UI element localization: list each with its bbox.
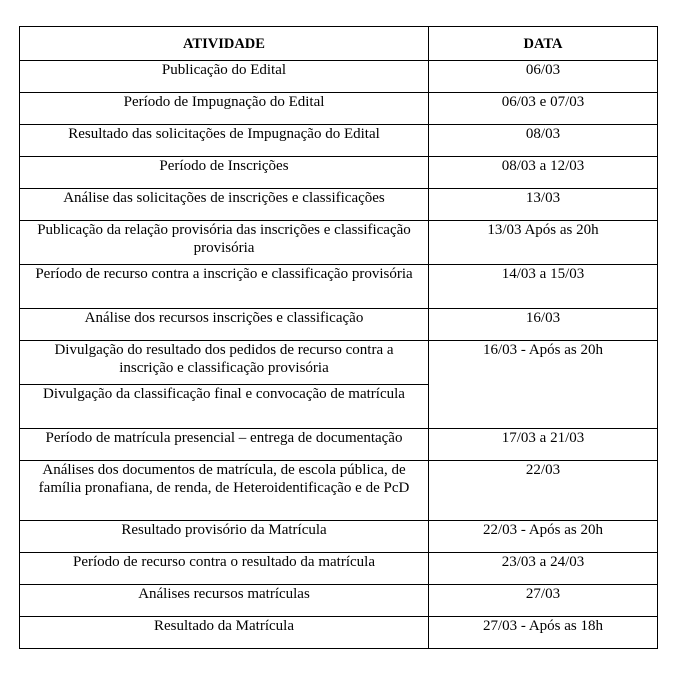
activity-cell: Período de recurso contra o resultado da matrícula (20, 553, 429, 585)
activity-cell: Publicação da relação provisória das inscrições e classificação provisória (20, 221, 429, 265)
date-cell: 22/03 (429, 461, 658, 521)
table-row (20, 61, 658, 93)
activity-cell: Resultado da Matrícula (20, 617, 429, 649)
table-row (20, 93, 658, 125)
table-row (20, 221, 658, 265)
activity-cell: Resultado provisório da Matrícula (20, 521, 429, 553)
date-cell: 08/03 (429, 125, 658, 157)
table-row (20, 189, 658, 221)
table-row (20, 429, 658, 461)
activity-cell: Publicação do Edital (20, 61, 429, 93)
date-cell: 06/03 (429, 61, 658, 93)
header-row (20, 27, 658, 61)
date-cell: 22/03 - Após as 20h (429, 521, 658, 553)
table-row (20, 585, 658, 617)
date-cell: 27/03 - Após as 18h (429, 617, 658, 649)
table-row (20, 461, 658, 521)
activity-cell: Período de recurso contra a inscrição e classificação provisória (20, 265, 429, 309)
activity-cell: Análise das solicitações de inscrições e classificações (20, 189, 429, 221)
date-cell: 06/03 e 07/03 (429, 93, 658, 125)
table-row (20, 341, 658, 385)
activity-cell: Resultado das solicitações de Impugnação do Edital (20, 125, 429, 157)
activity-cell: Análises dos documentos de matrícula, de escola pública, de família pronafiana, de renda, de Heteroidentificação e de PcD (20, 461, 429, 521)
activity-cell: Análise dos recursos inscrições e classificação (20, 309, 429, 341)
date-cell: 14/03 a 15/03 (429, 265, 658, 309)
header-date: DATA (429, 27, 658, 61)
activity-cell: Período de matrícula presencial – entrega de documentação (20, 429, 429, 461)
date-cell: 16/03 - Após as 20h (429, 341, 658, 429)
table-row (20, 157, 658, 189)
schedule-table (19, 26, 658, 649)
date-cell: 17/03 a 21/03 (429, 429, 658, 461)
table-row (20, 553, 658, 585)
date-cell: 27/03 (429, 585, 658, 617)
table-row (20, 125, 658, 157)
date-cell: 13/03 Após as 20h (429, 221, 658, 265)
date-cell: 08/03 a 12/03 (429, 157, 658, 189)
table-row (20, 617, 658, 649)
date-cell: 13/03 (429, 189, 658, 221)
activity-cell: Análises recursos matrículas (20, 585, 429, 617)
date-cell: 23/03 a 24/03 (429, 553, 658, 585)
activity-cell: Divulgação do resultado dos pedidos de recurso contra a inscrição e classificação provisória (20, 341, 429, 385)
date-cell: 16/03 (429, 309, 658, 341)
table-row (20, 521, 658, 553)
header-activity: ATIVIDADE (20, 27, 429, 61)
activity-cell: Divulgação da classificação final e convocação de matrícula (20, 385, 429, 429)
activity-cell: Período de Impugnação do Edital (20, 93, 429, 125)
activity-cell: Período de Inscrições (20, 157, 429, 189)
table-row (20, 309, 658, 341)
table-row (20, 265, 658, 309)
